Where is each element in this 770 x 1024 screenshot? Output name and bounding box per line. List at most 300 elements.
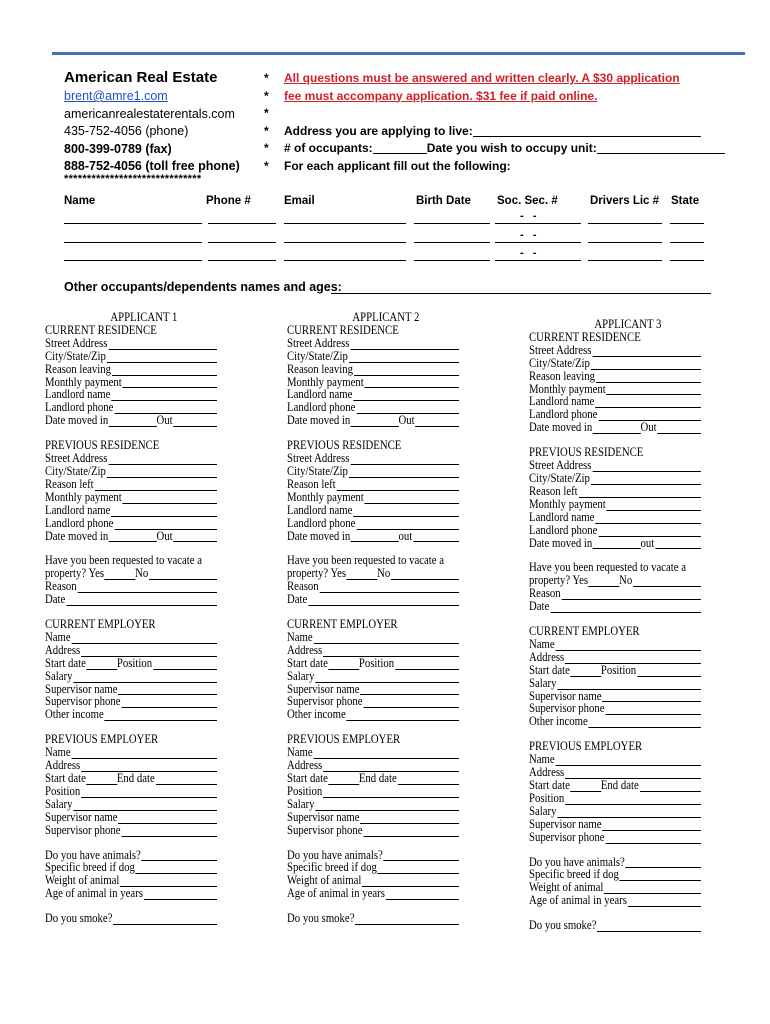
position-field[interactable] <box>565 794 701 805</box>
employer-name-field[interactable] <box>556 755 701 766</box>
address-applying-field[interactable] <box>473 123 701 137</box>
vacate-yes-field[interactable] <box>588 576 619 587</box>
animals-label: Do you have animals? <box>45 847 141 862</box>
supervisor-name-field[interactable] <box>602 691 701 702</box>
city-field[interactable] <box>107 467 217 478</box>
city-field[interactable] <box>349 352 459 363</box>
table-row-1-field-7[interactable] <box>670 223 704 224</box>
position-label: Position <box>287 783 323 798</box>
form-row <box>287 465 459 478</box>
previous-residence-heading: PREVIOUS RESIDENCE <box>287 438 402 453</box>
out-label: Out <box>640 420 657 435</box>
smoke-label: Do you smoke? <box>45 911 113 926</box>
current-residence-heading: CURRENT RESIDENCE <box>287 322 399 337</box>
start-date-field[interactable] <box>328 659 359 670</box>
city-label: City/State/Zip <box>45 463 106 478</box>
out-label: Out <box>398 413 415 428</box>
end-date-field[interactable] <box>640 781 701 792</box>
weight-label: Weight of animal <box>287 873 362 888</box>
animal-age-field[interactable] <box>144 889 217 900</box>
street-label: Street Address <box>287 451 350 466</box>
landlord-name-field[interactable] <box>353 506 459 517</box>
form-row <box>287 337 459 350</box>
salary-field[interactable] <box>73 672 217 683</box>
date-moved-field[interactable] <box>592 423 640 434</box>
street-label: Street Address <box>45 451 108 466</box>
end-date-label: End date <box>116 771 155 785</box>
monthly-payment-label: Monthly payment <box>45 374 122 389</box>
date-field[interactable] <box>550 602 701 613</box>
vacate-no-field[interactable] <box>391 569 459 580</box>
position-label: Position <box>116 655 153 670</box>
form-row <box>287 350 459 363</box>
form-row <box>287 580 459 593</box>
supervisor-name-field[interactable] <box>602 820 701 831</box>
salary-label: Salary <box>287 668 315 683</box>
position-label: Position <box>45 783 81 798</box>
applicant-title: APPLICANT 1 <box>110 310 178 324</box>
form-row <box>529 779 701 792</box>
form-row <box>287 811 459 824</box>
other-income-field[interactable] <box>589 717 701 728</box>
form-row <box>45 708 217 721</box>
employer-name-field[interactable] <box>556 640 701 651</box>
table-row-1-field-6[interactable] <box>588 223 662 224</box>
form-row <box>45 504 217 517</box>
out-label: Out <box>156 413 173 428</box>
reason-left-label: Reason left <box>45 476 94 491</box>
fee-notice-line-2: fee must accompany application. $31 fee if paid online. <box>284 88 598 103</box>
bullet: * <box>264 88 269 103</box>
table-row-2-field-5[interactable] <box>495 242 581 243</box>
date-moved-field[interactable] <box>592 538 640 549</box>
end-date-field[interactable] <box>156 774 217 785</box>
form-row <box>287 363 459 376</box>
supervisor-name-label: Supervisor name <box>45 809 118 824</box>
supervisor-phone-field[interactable] <box>605 704 701 715</box>
start-date-label: Start date <box>287 655 328 670</box>
table-row-2-field-6[interactable] <box>588 242 662 243</box>
city-field[interactable] <box>107 352 217 363</box>
vacate-yes-label: property? Yes <box>529 573 589 588</box>
other-occupants-field[interactable] <box>331 293 711 294</box>
city-field[interactable] <box>591 474 701 485</box>
col-state-header: State <box>671 195 700 207</box>
animal-age-field[interactable] <box>628 896 701 907</box>
vacate-yes-field[interactable] <box>104 569 135 580</box>
table-row-3-field-6[interactable] <box>588 260 662 261</box>
supervisor-name-label: Supervisor name <box>287 809 360 824</box>
vacate-no-label: No <box>135 566 149 581</box>
monthly-payment-label: Monthly payment <box>529 381 606 396</box>
landlord-name-label: Landlord name <box>529 509 595 524</box>
form-row <box>45 657 217 670</box>
out-field[interactable] <box>173 416 217 427</box>
table-row-2-field-3[interactable] <box>284 242 406 243</box>
start-date-field[interactable] <box>570 666 601 677</box>
form-row <box>529 511 701 524</box>
employer-address-label: Address <box>529 649 565 664</box>
previous-residence-heading: PREVIOUS RESIDENCE <box>45 438 160 453</box>
form-row <box>529 485 701 498</box>
vacate-question: Have you been requested to vacate a <box>45 553 203 568</box>
date-field[interactable] <box>66 595 217 606</box>
monthly-payment-label: Monthly payment <box>287 489 364 504</box>
breed-field[interactable] <box>136 863 217 874</box>
supervisor-name-field[interactable] <box>118 684 217 695</box>
animal-age-field[interactable] <box>386 889 459 900</box>
company-phone: 435-752-4056 (phone) <box>64 124 189 138</box>
end-date-field[interactable] <box>398 774 459 785</box>
form-row <box>529 792 701 805</box>
form-row <box>529 638 701 651</box>
reason-left-label: Reason left <box>287 476 336 491</box>
landlord-name-label: Landlord name <box>45 387 111 402</box>
start-date-field[interactable] <box>328 774 359 785</box>
weight-label: Weight of animal <box>45 873 120 888</box>
current-employer-heading: CURRENT EMPLOYER <box>45 617 156 632</box>
employer-address-label: Address <box>45 758 81 773</box>
smoke-label: Do you smoke? <box>287 911 355 926</box>
vacate-no-field[interactable] <box>633 576 701 587</box>
form-row <box>45 772 217 785</box>
breed-label: Specific breed if dog <box>529 867 619 882</box>
table-row-3-field-5[interactable] <box>495 260 581 261</box>
employer-name-field[interactable] <box>72 633 217 644</box>
form-row <box>45 912 217 925</box>
form-row <box>287 824 459 837</box>
col-name-header: Name <box>64 195 96 207</box>
previous-residence-heading: PREVIOUS RESIDENCE <box>529 445 644 460</box>
landlord-name-field[interactable] <box>595 397 701 408</box>
form-row <box>45 337 217 350</box>
applicant-title: APPLICANT 2 <box>352 310 420 324</box>
company-email-link[interactable]: brent@amre1.com <box>64 89 168 103</box>
salary-field[interactable] <box>557 679 701 690</box>
applicant-title: APPLICANT 3 <box>594 317 662 331</box>
animal-age-label: Age of animal in years <box>529 893 627 908</box>
vacate-no-field[interactable] <box>149 569 217 580</box>
header-rule <box>52 52 745 55</box>
city-field[interactable] <box>591 359 701 370</box>
vacate-no-label: No <box>377 566 391 581</box>
landlord-phone-label: Landlord phone <box>529 407 598 422</box>
form-row <box>287 798 459 811</box>
vacate-yes-label: property? Yes <box>45 566 105 581</box>
supervisor-phone-field[interactable] <box>121 826 217 837</box>
landlord-name-label: Landlord name <box>45 502 111 517</box>
reason-leaving-label: Reason leaving <box>287 361 353 376</box>
date-moved-field[interactable] <box>108 416 156 427</box>
street-field[interactable] <box>108 454 217 465</box>
landlord-phone-field[interactable] <box>356 519 459 530</box>
employer-address-label: Address <box>529 765 565 780</box>
out-field[interactable] <box>415 416 459 427</box>
supervisor-name-label: Supervisor name <box>287 681 360 696</box>
form-row <box>45 414 217 427</box>
form-row <box>45 798 217 811</box>
current-employer-heading: CURRENT EMPLOYER <box>287 617 398 632</box>
form-row <box>45 644 217 657</box>
out-field[interactable] <box>657 423 701 434</box>
smoke-field[interactable] <box>355 914 459 925</box>
table-row-3-field-4[interactable] <box>414 260 490 261</box>
employer-name-label: Name <box>287 629 313 644</box>
current-employer-heading: CURRENT EMPLOYER <box>529 624 640 639</box>
table-row-2-field-2[interactable] <box>208 242 276 243</box>
start-date-field[interactable] <box>570 781 601 792</box>
bullet: * <box>264 158 269 173</box>
table-row-2-field-4[interactable] <box>414 242 490 243</box>
form-row <box>529 894 701 907</box>
supervisor-phone-field[interactable] <box>605 833 701 844</box>
animals-field[interactable] <box>626 857 701 868</box>
fee-notice-line-1: All questions must be answered and written clearly. A $30 application <box>284 71 680 85</box>
supervisor-name-label: Supervisor name <box>529 816 602 831</box>
landlord-phone-field[interactable] <box>114 519 217 530</box>
employer-name-label: Name <box>45 745 71 760</box>
position-field[interactable] <box>395 659 459 670</box>
date-moved-field[interactable] <box>350 416 398 427</box>
ssn-dashes: - - <box>520 247 537 259</box>
form-row <box>529 537 701 550</box>
animals-label: Do you have animals? <box>287 847 383 862</box>
smoke-field[interactable] <box>113 914 217 925</box>
reason-field[interactable] <box>562 589 701 600</box>
supervisor-name-field[interactable] <box>360 684 459 695</box>
form-row <box>287 772 459 785</box>
end-date-label: End date <box>358 771 397 785</box>
other-income-field[interactable] <box>105 710 217 721</box>
other-occupants-label: Other occupants/dependents names and ages: <box>64 280 342 294</box>
reason-leaving-field[interactable] <box>596 372 701 383</box>
street-label: Street Address <box>529 458 592 473</box>
stars-divider: ****************************** <box>64 173 202 185</box>
current-residence-heading: CURRENT RESIDENCE <box>45 322 157 337</box>
each-applicant-label: For each applicant fill out the following: <box>284 158 511 173</box>
landlord-phone-label: Landlord phone <box>287 515 356 530</box>
reason-field[interactable] <box>320 582 459 593</box>
form-row <box>287 530 459 543</box>
table-row-3-field-3[interactable] <box>284 260 406 261</box>
date-moved-label: Date moved in <box>45 413 109 428</box>
employer-name-label: Name <box>287 745 313 760</box>
supervisor-phone-field[interactable] <box>121 697 217 708</box>
reason-leaving-field[interactable] <box>112 365 217 376</box>
salary-field[interactable] <box>315 672 459 683</box>
table-row-1-field-3[interactable] <box>284 223 406 224</box>
form-row <box>287 644 459 657</box>
supervisor-phone-label: Supervisor phone <box>45 822 121 837</box>
supervisor-phone-label: Supervisor phone <box>529 701 605 716</box>
landlord-name-field[interactable] <box>595 513 701 524</box>
reason-label: Reason <box>45 579 77 594</box>
table-row-3-field-2[interactable] <box>208 260 276 261</box>
form-row <box>287 593 459 606</box>
table-row-2-field-1[interactable] <box>64 242 202 243</box>
smoke-label: Do you smoke? <box>529 918 597 933</box>
supervisor-phone-label: Supervisor phone <box>287 694 363 709</box>
city-field[interactable] <box>349 467 459 478</box>
form-row <box>529 370 701 383</box>
position-field[interactable] <box>153 659 217 670</box>
reason-left-label: Reason left <box>529 483 578 498</box>
street-label: Street Address <box>287 335 350 350</box>
employer-name-label: Name <box>529 752 555 767</box>
date-label: Date <box>287 592 308 607</box>
monthly-payment-label: Monthly payment <box>287 374 364 389</box>
out-field[interactable] <box>655 538 701 549</box>
form-row <box>287 657 459 670</box>
vacate-no-label: No <box>619 573 633 588</box>
table-row-1-field-2[interactable] <box>208 223 276 224</box>
supervisor-phone-field[interactable] <box>363 697 459 708</box>
smoke-field[interactable] <box>597 921 701 932</box>
form-row <box>529 600 701 613</box>
street-label: Street Address <box>529 342 592 357</box>
occupants-field[interactable] <box>373 140 427 154</box>
table-row-1-field-4[interactable] <box>414 223 490 224</box>
form-row <box>45 670 217 683</box>
table-row-1-field-5[interactable] <box>495 223 581 224</box>
form-row <box>529 344 701 357</box>
out-field[interactable] <box>413 531 459 542</box>
start-date-label: Start date <box>45 771 86 785</box>
salary-label: Salary <box>529 803 557 818</box>
ssn-dashes: - - <box>520 210 537 222</box>
form-row <box>45 785 217 798</box>
date-field[interactable] <box>308 595 459 606</box>
supervisor-name-label: Supervisor name <box>529 688 602 703</box>
date-moved-label: Date moved in <box>529 535 593 550</box>
other-income-field[interactable] <box>347 710 459 721</box>
start-date-field[interactable] <box>86 774 117 785</box>
employer-name-label: Name <box>45 629 71 644</box>
table-row-1-field-1[interactable] <box>64 223 202 224</box>
supervisor-name-field[interactable] <box>360 813 459 824</box>
employer-name-field[interactable] <box>72 748 217 759</box>
landlord-phone-field[interactable] <box>598 526 701 537</box>
bullet: * <box>264 71 269 85</box>
vacate-question: Have you been requested to vacate a <box>529 560 687 575</box>
applicant-3-column <box>529 318 701 932</box>
city-label: City/State/Zip <box>287 463 348 478</box>
out-label: Out <box>156 528 173 543</box>
vacate-yes-field[interactable] <box>346 569 377 580</box>
street-field[interactable] <box>350 339 459 350</box>
form-row <box>529 357 701 370</box>
employer-name-field[interactable] <box>314 748 459 759</box>
form-row <box>287 517 459 530</box>
landlord-name-label: Landlord name <box>287 387 353 402</box>
position-label: Position <box>358 655 395 670</box>
form-row <box>529 831 701 844</box>
bullet: * <box>264 123 269 138</box>
end-date-label: End date <box>600 778 639 792</box>
street-field[interactable] <box>592 346 701 357</box>
form-row <box>529 651 701 664</box>
start-date-field[interactable] <box>86 659 117 670</box>
table-row-3-field-1[interactable] <box>64 260 202 261</box>
reason-field[interactable] <box>78 582 217 593</box>
supervisor-name-field[interactable] <box>118 813 217 824</box>
company-name: American Real Estate <box>64 69 218 86</box>
form-row <box>287 491 459 504</box>
occupy-date-field[interactable] <box>597 140 725 154</box>
employer-name-field[interactable] <box>314 633 459 644</box>
city-label: City/State/Zip <box>529 355 590 370</box>
position-field[interactable] <box>323 787 459 798</box>
supervisor-phone-label: Supervisor phone <box>529 829 605 844</box>
city-label: City/State/Zip <box>529 470 590 485</box>
other-income-label: Other income <box>529 714 588 729</box>
form-row <box>45 593 217 606</box>
position-label: Position <box>600 662 637 677</box>
form-row <box>45 517 217 530</box>
position-label: Position <box>529 790 565 805</box>
date-moved-label: Date moved in <box>287 413 351 428</box>
company-website: americanrealestaterentals.com <box>64 106 235 121</box>
supervisor-phone-field[interactable] <box>363 826 459 837</box>
employer-name-label: Name <box>529 636 555 651</box>
form-row <box>45 350 217 363</box>
date-label: Date <box>529 599 550 614</box>
reason-leaving-label: Reason leaving <box>45 361 111 376</box>
monthly-payment-field[interactable] <box>123 377 217 388</box>
table-row-3-field-7[interactable] <box>670 260 704 261</box>
breed-field[interactable] <box>620 870 701 881</box>
form-row <box>45 824 217 837</box>
monthly-payment-field[interactable] <box>607 500 701 511</box>
street-field[interactable] <box>592 461 701 472</box>
employer-address-label: Address <box>287 642 323 657</box>
position-field[interactable] <box>81 787 217 798</box>
animals-field[interactable] <box>384 850 459 861</box>
date-moved-field[interactable] <box>350 531 398 542</box>
form-row <box>287 414 459 427</box>
street-field[interactable] <box>108 339 217 350</box>
breed-field[interactable] <box>378 863 459 874</box>
street-field[interactable] <box>350 454 459 465</box>
form-row <box>45 478 217 491</box>
table-row-2-field-7[interactable] <box>670 242 704 243</box>
bullet: * <box>264 106 269 120</box>
supervisor-phone-label: Supervisor phone <box>287 822 363 837</box>
reason-leaving-field[interactable] <box>354 365 459 376</box>
landlord-name-field[interactable] <box>111 506 217 517</box>
occupy-date-label: Date you wish to occupy unit: <box>426 141 597 155</box>
out-field[interactable] <box>173 531 217 542</box>
form-row <box>287 785 459 798</box>
monthly-payment-field[interactable] <box>607 384 701 395</box>
landlord-phone-label: Landlord phone <box>45 400 114 415</box>
weight-label: Weight of animal <box>529 880 604 895</box>
company-tollfree: 888-752-4056 (toll free phone) <box>64 159 240 173</box>
date-moved-field[interactable] <box>108 531 156 542</box>
col-phone-header: Phone # <box>206 195 251 207</box>
city-label: City/State/Zip <box>45 348 106 363</box>
monthly-payment-field[interactable] <box>123 493 217 504</box>
date-moved-label: Date moved in <box>287 528 351 543</box>
monthly-payment-field[interactable] <box>365 493 459 504</box>
monthly-payment-field[interactable] <box>365 377 459 388</box>
landlord-name-field[interactable] <box>353 390 459 401</box>
animals-field[interactable] <box>142 850 217 861</box>
position-field[interactable] <box>637 666 701 677</box>
date-moved-label: Date moved in <box>529 420 593 435</box>
landlord-name-field[interactable] <box>111 390 217 401</box>
col-birthdate-header: Birth Date <box>416 195 471 207</box>
